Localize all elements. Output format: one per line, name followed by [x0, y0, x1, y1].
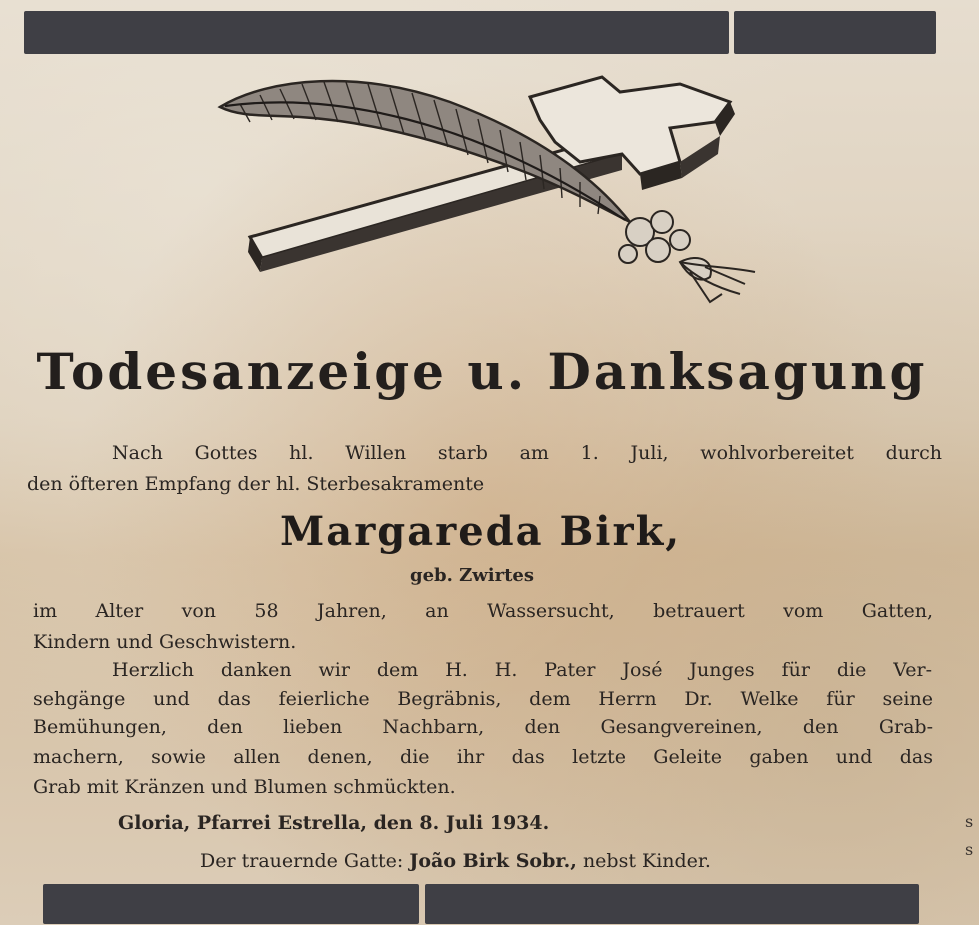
signature-prefix: Der trauernde Gatte: [200, 850, 404, 872]
signature-suffix: nebst Kinder. [582, 850, 711, 872]
bottom-rule-right [425, 884, 919, 924]
flower-bouquet-icon [619, 211, 755, 302]
bottom-rule-left [43, 884, 419, 924]
thanks-line-5: Grab mit Kränzen und Blumen schmückten. [33, 776, 456, 798]
age-line-2: Kindern und Geschwistern. [33, 631, 297, 653]
cross-with-palm-frond-icon [210, 62, 770, 312]
intro-line-2: den öfteren Empfang der hl. Sterbesakramente [27, 473, 485, 495]
thanks-line-4: machern, sowie allen denen, die ihr das letzte Geleite gaben und das [33, 746, 933, 768]
thanks-line-2: sehgänge und das feierliche Begräbnis, dem Herrn Dr. Welke für seine [33, 688, 933, 710]
top-rule-right [734, 11, 936, 54]
intro-line-1: Nach Gottes hl. Willen starb am 1. Juli, wohlvorbereitet durch [112, 442, 942, 464]
maiden-name: geb. Zwirtes [410, 565, 535, 586]
deceased-name: Margareda Birk, [280, 508, 682, 555]
notice-title: Todesanzeige u. Danksagung [36, 342, 928, 401]
margin-fragment: s [965, 812, 974, 831]
age-line-1: im Alter von 58 Jahren, an Wassersucht, betrauert vom Gatten, [33, 600, 933, 622]
thanks-line-3: Bemühungen, den lieben Nachbarn, den Gesangvereinen, den Grab- [33, 716, 933, 738]
signature-line [200, 848, 711, 874]
thanks-line-1: Herzlich danken wir dem H. H. Pater José Junges für die Ver- [112, 659, 932, 681]
place-and-date: Gloria, Pfarrei Estrella, den 8. Juli 1934. [118, 812, 550, 834]
signature-name: João Birk Sobr., [409, 850, 577, 872]
margin-fragment: s [965, 840, 974, 859]
top-rule-left [24, 11, 729, 54]
